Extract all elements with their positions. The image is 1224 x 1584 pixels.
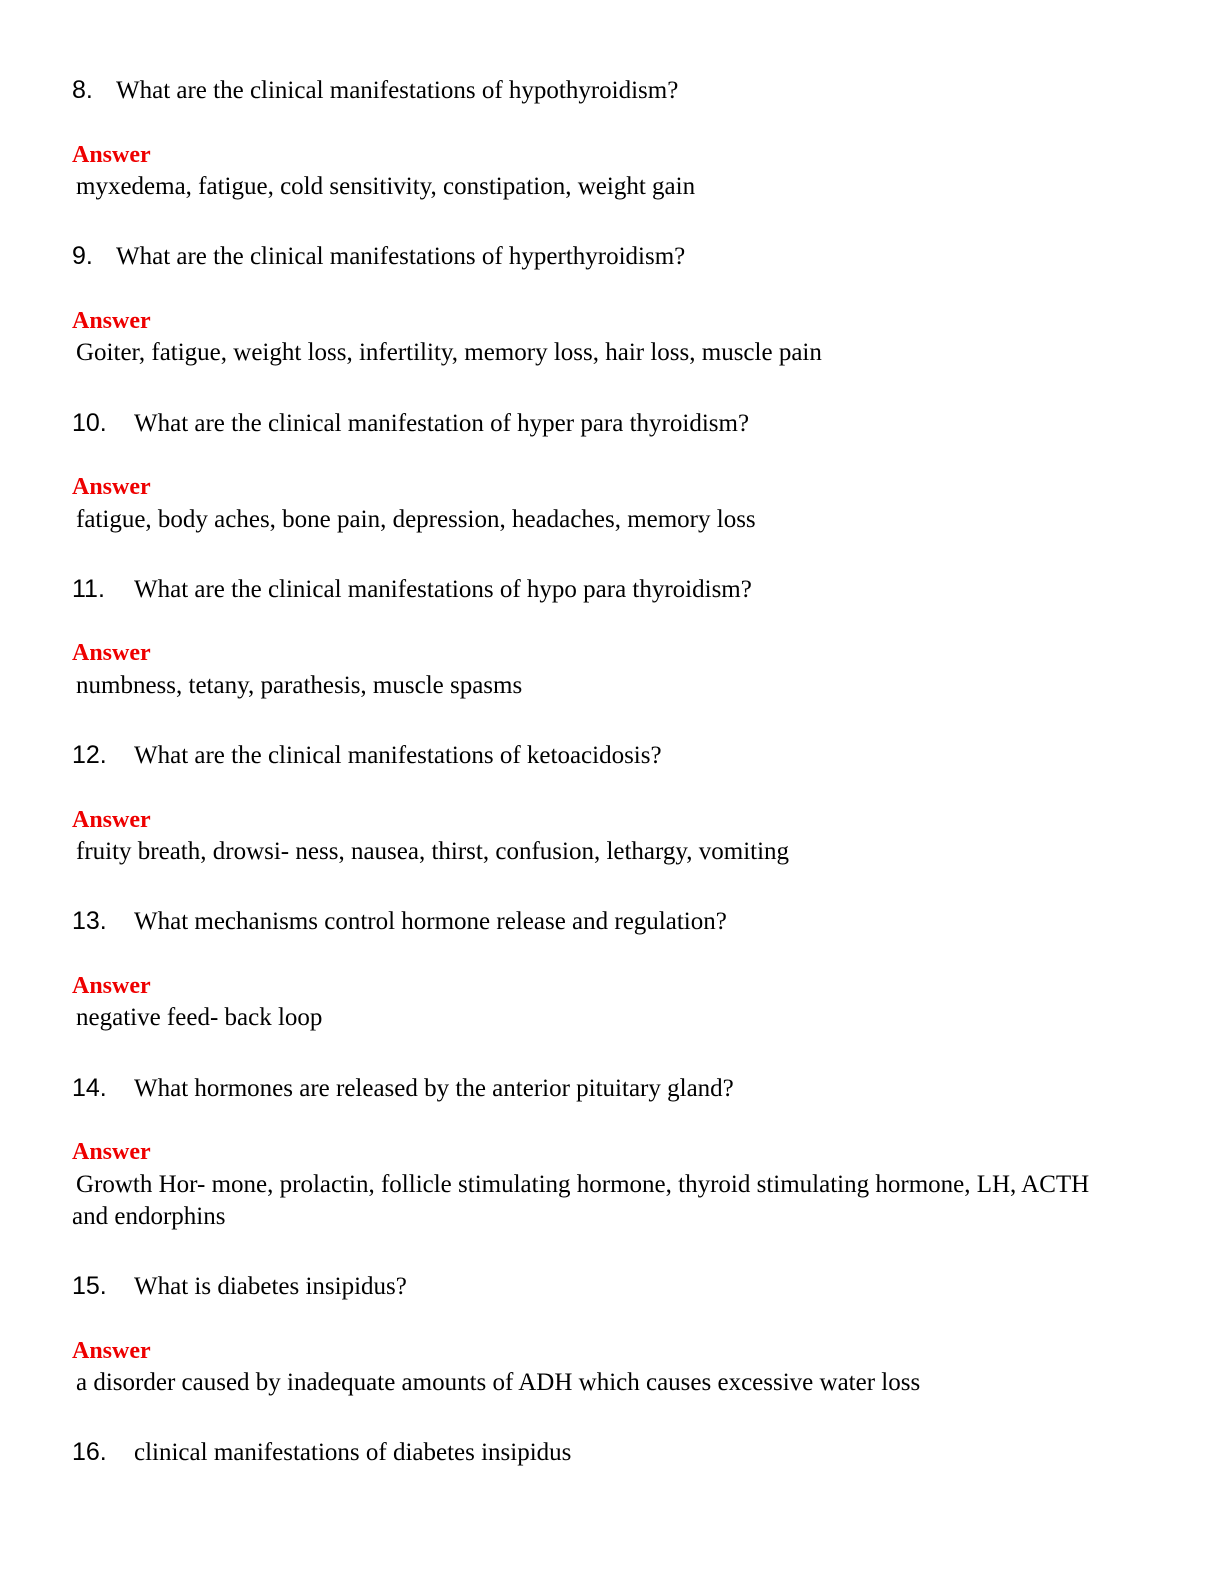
question-text: What hormones are released by the anterior pituitary gland? [134,1075,734,1102]
question-number: 10. [72,409,107,437]
answer-label: Answer [72,1139,151,1165]
question-text: What are the clinical manifestation of hyper para thyroidism? [134,410,750,437]
question-number: 8. [72,76,93,104]
question-number: 13. [72,907,107,935]
question-14 [72,1074,1144,1103]
question-text: clinical manifestations of diabetes insipidus [134,1439,572,1466]
answer-label: Answer [72,308,151,334]
answer-label: Answer [72,474,151,500]
question-number: 12. [72,741,107,769]
answer-text: a disorder caused by inadequate amounts of ADH which causes excessive water loss [76,1369,921,1396]
question-text: What mechanisms control hormone release and regulation? [134,908,727,935]
question-16 [72,1438,1144,1467]
question-text: What are the clinical manifestations of ketoacidosis? [134,742,662,769]
answer-text: fruity breath, drowsi- ness, nausea, thirst, confusion, lethargy, vomiting [76,838,790,865]
question-text: What is diabetes insipidus? [134,1273,407,1300]
question-number: 11. [72,575,105,603]
answer-text: negative feed- back loop [76,1004,323,1031]
question-11 [72,575,1144,604]
question-13 [72,907,1144,936]
answer-text: Growth Hor- mone, prolactin, follicle stimulating hormone, thyroid stimulating hormone, LH, ACTH and endorphins [72,1171,1090,1230]
question-number: 15. [72,1272,107,1300]
question-number: 16. [72,1438,107,1466]
answer-label: Answer [72,807,151,833]
question-number: 14. [72,1074,107,1102]
answer-text: numbness, tetany, parathesis, muscle spasms [76,672,523,699]
answer-text: Goiter, fatigue, weight loss, infertility, memory loss, hair loss, muscle pain [76,339,822,366]
question-8 [72,76,1144,105]
answer-label: Answer [72,1338,151,1364]
question-10 [72,409,1144,438]
question-12 [72,741,1144,770]
answer-text: fatigue, body aches, bone pain, depression, headaches, memory loss [76,506,756,533]
question-text: What are the clinical manifestations of hypothyroidism? [116,77,679,104]
question-text: What are the clinical manifestations of hypo para thyroidism? [134,576,752,603]
answer-label: Answer [72,973,151,999]
question-9 [72,242,1144,271]
answer-text: myxedema, fatigue, cold sensitivity, constipation, weight gain [76,173,696,200]
answer-label: Answer [72,640,151,666]
question-15 [72,1272,1144,1301]
question-number: 9. [72,242,93,270]
answer-label: Answer [72,142,151,168]
question-text: What are the clinical manifestations of hyperthyroidism? [116,243,686,270]
